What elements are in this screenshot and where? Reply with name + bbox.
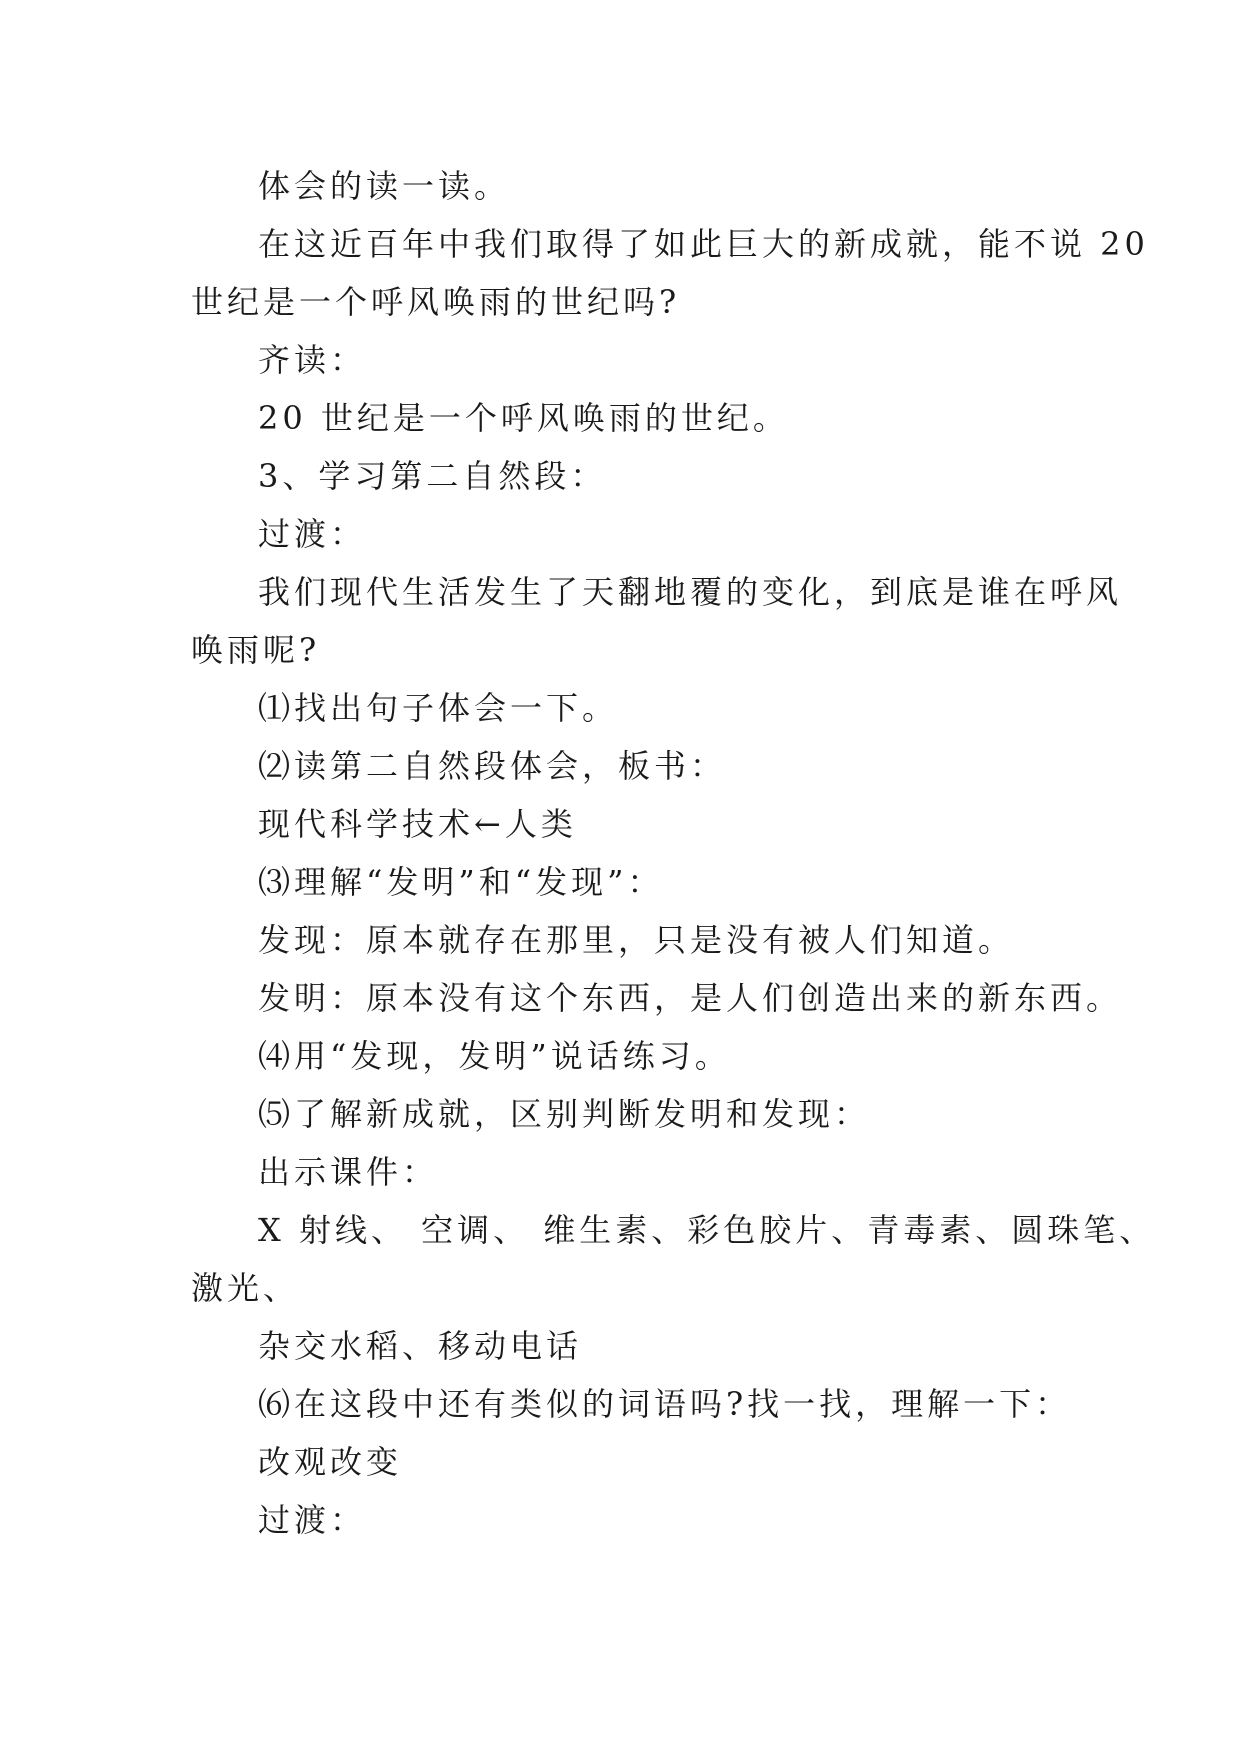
text-line: ⑹在这段中还有类似的词语吗?找一找，理解一下： [258,1385,1072,1423]
text-line: 激光、 [191,1269,300,1307]
text-line: 出示课件： [258,1153,439,1191]
text-line: ⑸了解新成就，区别判断发明和发现： [258,1095,871,1133]
text-line: 改观改变 [258,1443,403,1481]
text-line: 发明：原本没有这个东西，是人们创造出来的新东西。 [258,979,1123,1017]
text-line: 20 世纪是一个呼风唤雨的世纪。 [258,399,789,437]
text-line: 齐读： [258,341,367,379]
text-line: ⑷用“发现，发明”说话练习。 [258,1037,731,1075]
text-line: 杂交水稻、移动电话 [258,1327,583,1365]
text-line: 唤雨呢? [191,631,321,669]
text-line: 在这近百年中我们取得了如此巨大的新成就，能不说 20 [258,225,1149,263]
text-line: ⑶理解“发明”和“发现”： [258,863,664,901]
section-heading: 3、学习第二自然段： [258,457,607,495]
text-line: 发现：原本就存在那里，只是没有被人们知道。 [258,921,1015,959]
text-line: 过渡： [258,515,367,553]
text-line: 体会的读一读。 [258,167,511,205]
text-line: 我们现代生活发生了天翻地覆的变化，到底是谁在呼风 [258,573,1123,611]
text-line: 过渡： [258,1501,367,1539]
text-line: ⑴找出句子体会一下。 [258,689,619,727]
text-line: ⑵读第二自然段体会，板书： [258,747,727,785]
text-line: X 射线、 空调、 维生素、彩色胶片、青毒素、圆珠笔、 [258,1211,1156,1249]
text-line: 现代科学技术←人类 [258,805,577,843]
text-line: 世纪是一个呼风唤雨的世纪吗? [191,283,681,321]
